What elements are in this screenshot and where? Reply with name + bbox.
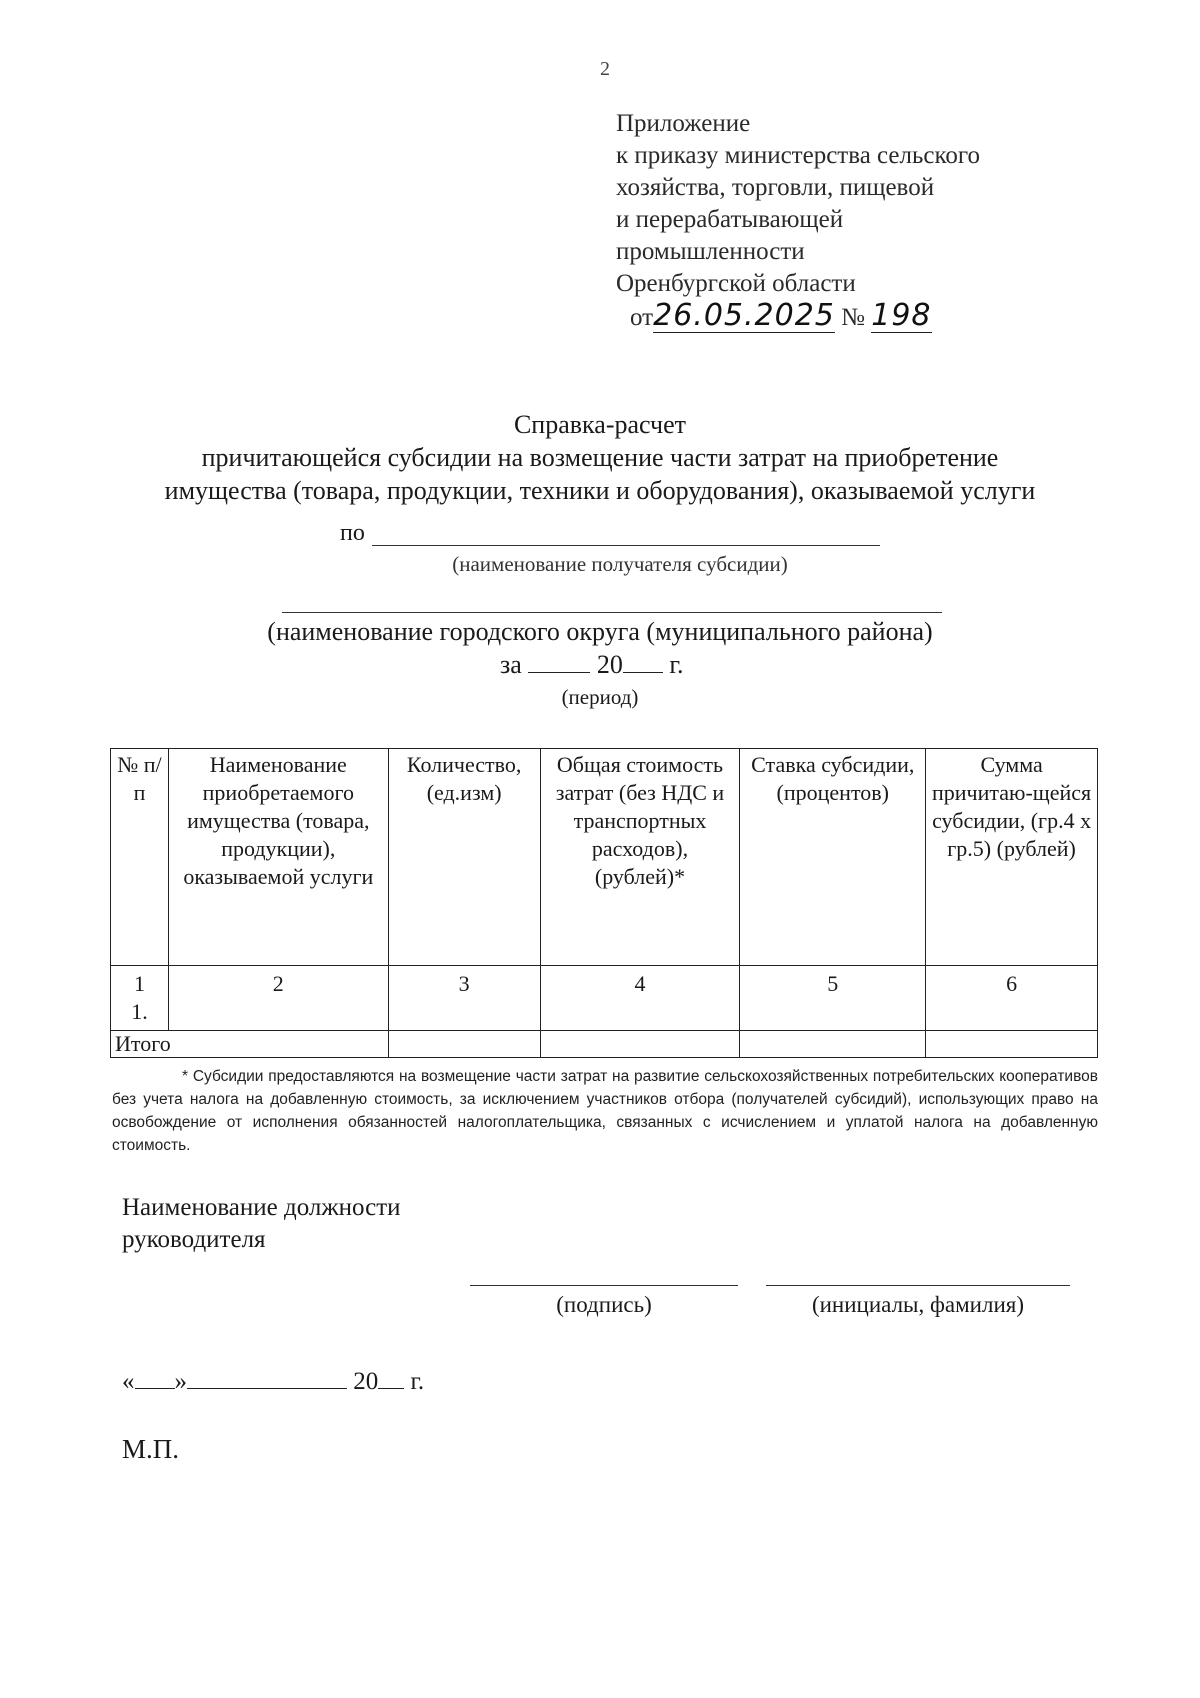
appendix-line: и перерабатывающей: [616, 206, 844, 233]
column-number: 4: [540, 966, 740, 1031]
date-year-prefix: 20: [353, 1368, 379, 1395]
subsidy-calculation-table: [110, 748, 1098, 1058]
day-blank: [135, 1366, 175, 1389]
appendix-line: хозяйства, торговли, пищевой: [616, 174, 935, 201]
doc-subtitle-line: причитающейся субсидии на возмещение части затрат на приобретение: [201, 443, 999, 472]
header-cell: Общая стоимость затрат (без НДС и транспортных расходов), (рублей)*: [540, 749, 740, 966]
page-number: 2: [600, 58, 610, 80]
number-label: №: [841, 304, 865, 331]
district-caption: (наименование городского округа (муниципального района): [267, 617, 933, 646]
header-cell: Ставка субсидии, (процентов): [740, 749, 926, 966]
date-year-blank: [378, 1366, 404, 1389]
from-label: от: [630, 304, 654, 331]
appendix-block: [616, 108, 980, 334]
recipient-prefix: по: [340, 520, 365, 546]
name-line: [766, 1285, 1070, 1286]
doc-title: Справка-расчет: [513, 410, 687, 439]
signature-line: [470, 1285, 738, 1286]
table-header-row: [111, 749, 1098, 966]
stamp-placeholder: М.П.: [122, 1434, 180, 1464]
period-year-prefix: 20: [596, 650, 623, 679]
table-cell: [926, 1031, 1098, 1058]
order-number: 198: [871, 298, 932, 333]
date-close-quote: »: [174, 1368, 187, 1395]
district-blank-line: [282, 612, 942, 613]
table-cell: [388, 1031, 540, 1058]
header-cell: Сумма причитаю-щейся субсидии, (гр.4 х гр.5) (рублей): [926, 749, 1098, 966]
table-cell: [111, 966, 169, 1031]
period-prefix: за: [500, 650, 522, 679]
appendix-line: Приложение: [616, 110, 751, 137]
column-number: 5: [740, 966, 926, 1031]
table-cell: [740, 1031, 926, 1058]
column-number: 2: [168, 966, 388, 1031]
footnote-text: * Субсидии предоставляются на возмещение части затрат на развитие сельскохозяйственных потребительских кооперативов без учета налога на добавленную стоимость, за исключением участников отбора (получателей субсидий), использующих право на освобождение от исполнения обязанностей налогоплательщика, связанных с исчислением и уплатой налога на добавленную стоимость.: [112, 1068, 1098, 1154]
position-label: Наименование должности: [122, 1194, 401, 1221]
date-open-quote: «: [122, 1368, 135, 1395]
appendix-line: к приказу министерства сельского: [616, 142, 981, 169]
period-year-suffix: г.: [669, 650, 684, 679]
column-number: 6: [926, 966, 1098, 1031]
signature-date-line: [122, 1366, 424, 1396]
period-line: [500, 650, 684, 680]
month-blank: [187, 1366, 347, 1389]
signature-caption: (подпись): [556, 1292, 652, 1317]
recipient-caption: (наименование получателя субсидии): [452, 552, 788, 576]
position-label: руководителя: [122, 1226, 266, 1253]
appendix-line: Оренбургской области: [616, 270, 856, 297]
header-cell: № п/п: [111, 749, 169, 966]
table-row: [111, 966, 1098, 1031]
name-caption: (инициалы, фамилия): [811, 1292, 1025, 1317]
table-total-row: [111, 1031, 1098, 1058]
row-number: 1.: [131, 999, 148, 1024]
appendix-line: промышленности: [616, 238, 805, 265]
doc-subtitle-line: имущества (товара, продукции, техники и оборудования), оказываемой услуги: [164, 476, 1036, 505]
order-date-line: [630, 300, 980, 334]
period-caption: (период): [561, 685, 639, 709]
period-blank: [528, 650, 590, 673]
order-date: 26.05.2025: [653, 298, 835, 333]
recipient-blank-line: [372, 545, 880, 546]
date-year-suffix: г.: [410, 1368, 425, 1395]
year-blank: [623, 650, 663, 673]
header-cell: Количество, (ед.изм): [388, 749, 540, 966]
column-number: 3: [388, 966, 540, 1031]
header-cell: Наименование приобретаемого имущества (товара, продукции), оказываемой услуги: [168, 749, 388, 966]
total-label: Итого: [111, 1031, 389, 1058]
position-block: [122, 1192, 401, 1256]
table-cell: [540, 1031, 740, 1058]
column-number: 1: [133, 971, 145, 996]
footnote: [112, 1065, 1098, 1157]
